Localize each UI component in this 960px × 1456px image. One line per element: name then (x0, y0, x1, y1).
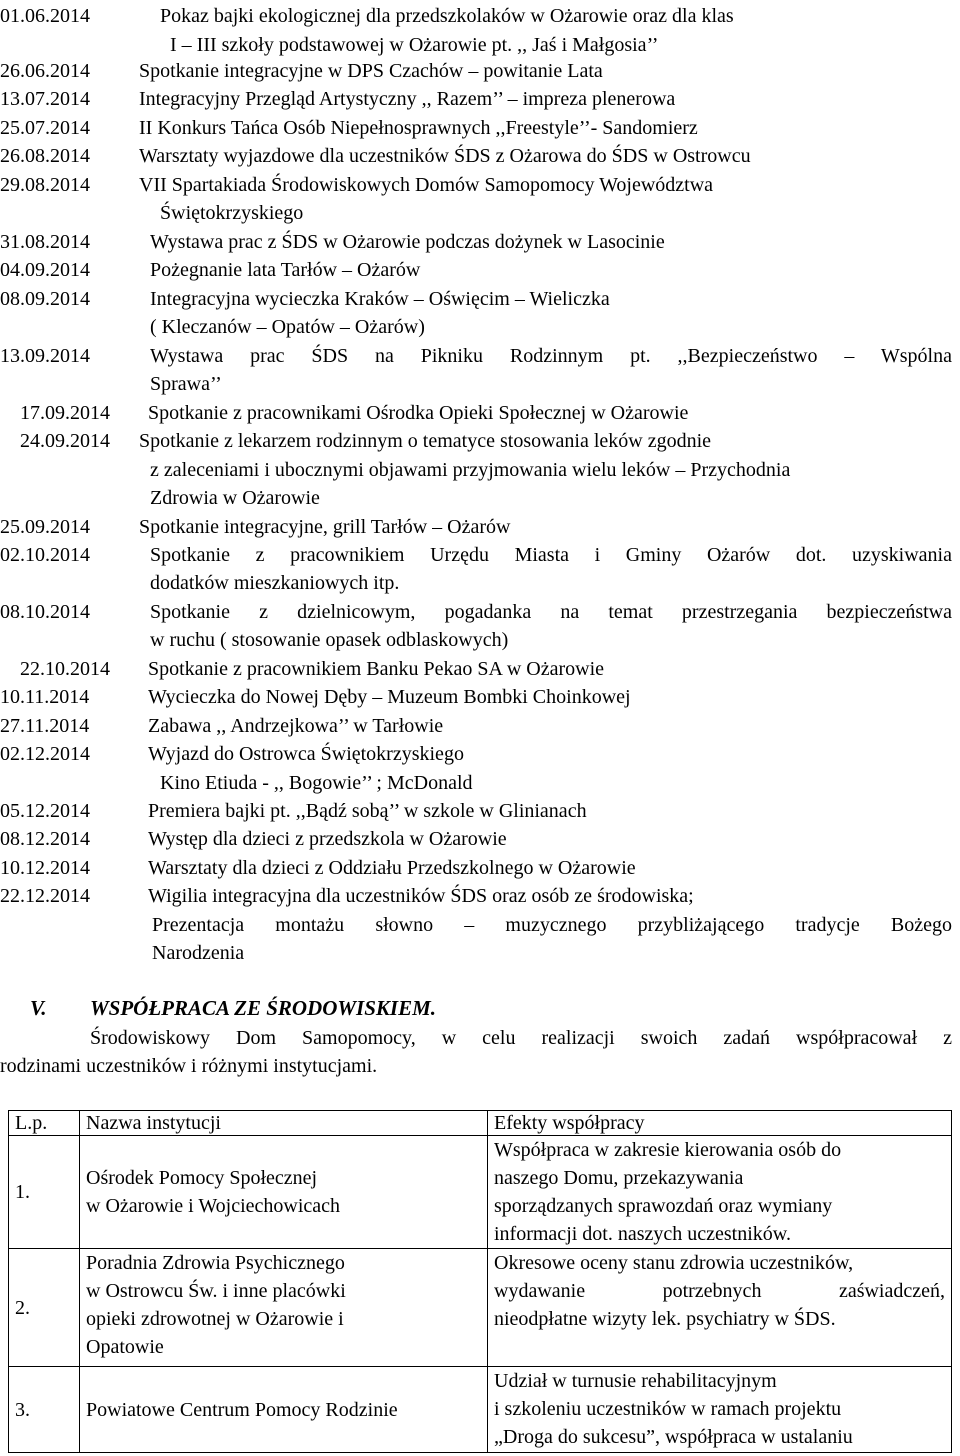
event-text: Premiera bajki pt. ,,Bądź sobą’’ w szkole w Glinianach (148, 800, 587, 822)
event-date: 13.07.2014 (0, 88, 90, 110)
effects-line: i szkoleniu uczestników w ramach projektu (494, 1398, 842, 1420)
event-date: 31.08.2014 (0, 231, 90, 253)
effects-line: wydawanie potrzebnych zaświadczeń, (494, 1280, 945, 1302)
event-text: Pokaz bajki ekologicznej dla przedszkolaków w Ożarowie oraz dla klas (160, 5, 734, 27)
event-text: Wystawa prac z ŚDS w Ożarowie podczas dożynek w Lasocinie (150, 231, 665, 253)
event-date: 05.12.2014 (0, 800, 90, 822)
institution-line: w Ożarowie i Wojciechowicach (86, 1195, 341, 1217)
table-row (9, 1136, 952, 1249)
event-text: Wystawa prac ŚDS na Pikniku Rodzinnym pt. ,,Bezpieczeństwo – Wspólna (150, 345, 952, 367)
event-date: 22.10.2014 (20, 658, 110, 680)
table-row (9, 1249, 952, 1367)
row-effects (488, 1136, 952, 1249)
event-text: Spotkanie z dzielnicowym, pogadanka na temat przestrzegania bezpieczeństwa (150, 601, 952, 623)
section-paragraph-line2: rodzinami uczestników i różnymi instytucjami. (0, 1055, 378, 1077)
event-text: z zaleceniami i ubocznymi objawami przyjmowania wielu leków – Przychodnia (150, 459, 791, 481)
event-text: VII Spartakiada Środowiskowych Domów Samopomocy Województwa (139, 174, 714, 196)
event-text: Narodzenia (152, 942, 245, 964)
section-paragraph-line1: Środowiskowy Dom Samopomocy, w celu realizacji swoich zadań współpracował z (90, 1027, 952, 1049)
event-date: 08.12.2014 (0, 828, 90, 850)
event-text: Kino Etiuda - ,, Bogowie’’ ; McDonald (160, 772, 473, 794)
event-text: ( Kleczanów – Opatów – Ożarów) (150, 316, 425, 338)
event-date: 08.09.2014 (0, 288, 90, 310)
event-text: Spotkanie z pracownikami Ośrodka Opieki Społecznej w Ożarowie (148, 402, 689, 424)
section-title: WSPÓŁPRACA ZE ŚRODOWISKIEM. (90, 996, 437, 1020)
row-lp: 3. (9, 1367, 80, 1453)
effects-line: sporządzanych sprawozdań oraz wymiany (494, 1195, 833, 1217)
effects-line: Okresowe oceny stanu zdrowia uczestników, (494, 1252, 854, 1274)
row-institution (80, 1367, 488, 1453)
event-date: 25.07.2014 (0, 117, 90, 139)
event-text: Spotkanie integracyjne w DPS Czachów – powitanie Lata (139, 60, 603, 82)
event-text: Zabawa ,, Andrzejkowa’’ w Tarłowie (148, 715, 444, 737)
effects-line: Współpraca w zakresie kierowania osób do (494, 1139, 842, 1161)
event-text: I – III szkoły podstawowej w Ożarowie pt. ,, Jaś i Małgosia’’ (170, 34, 659, 56)
event-date: 02.10.2014 (0, 544, 90, 566)
header-lp: L.p. (9, 1111, 80, 1136)
event-text: Sprawa’’ (150, 373, 222, 395)
event-text: Wycieczka do Nowej Dęby – Muzeum Bombki Choinkowej (148, 686, 631, 708)
event-text: Zdrowia w Ożarowie (150, 487, 320, 509)
event-date: 08.10.2014 (0, 601, 90, 623)
institution-line: Ośrodek Pomocy Społecznej (86, 1167, 318, 1189)
event-text: Wyjazd do Ostrowca Świętokrzyskiego (148, 743, 464, 765)
event-date: 26.06.2014 (0, 60, 90, 82)
event-date: 10.12.2014 (0, 857, 90, 879)
event-date: 22.12.2014 (0, 885, 90, 907)
event-date: 13.09.2014 (0, 345, 90, 367)
institution-line: opieki zdrowotnej w Ożarowie i (86, 1308, 344, 1330)
event-text: Świętokrzyskiego (160, 202, 304, 224)
event-date: 10.11.2014 (0, 686, 90, 708)
effects-line: informacji dot. naszych uczestników. (494, 1223, 791, 1245)
row-lp: 1. (9, 1136, 80, 1249)
row-effects (488, 1249, 952, 1367)
event-text: Integracyjny Przegląd Artystyczny ,, Razem’’ – impreza plenerowa (139, 88, 676, 110)
event-text: Spotkanie z pracownikiem Banku Pekao SA w Ożarowie (148, 658, 605, 680)
event-date: 04.09.2014 (0, 259, 90, 281)
event-text: Spotkanie z lekarzem rodzinnym o tematyce stosowania leków zgodnie (139, 430, 712, 452)
event-date: 25.09.2014 (0, 516, 90, 538)
event-text: Spotkanie integracyjne, grill Tarłów – Ożarów (139, 516, 511, 538)
row-institution (80, 1249, 488, 1367)
event-text: Prezentacja montażu słowno – muzycznego przybliżającego tradycje Bożego (152, 914, 952, 936)
effects-line: naszego Domu, przekazywania (494, 1167, 744, 1189)
event-date: 24.09.2014 (20, 430, 110, 452)
cooperation-table (8, 1110, 952, 1453)
event-text: Warsztaty dla dzieci z Oddziału Przedszkolnego w Ożarowie (148, 857, 636, 879)
row-institution (80, 1136, 488, 1249)
section-number: V. (30, 996, 47, 1020)
event-date: 02.12.2014 (0, 743, 90, 765)
table-header-row (9, 1111, 952, 1136)
event-text: w ruchu ( stosowanie opasek odblaskowych) (150, 629, 509, 651)
event-text: Wigilia integracyjna dla uczestników ŚDS oraz osób ze środowiska; (148, 885, 694, 907)
event-text: II Konkurs Tańca Osób Niepełnosprawnych ,,Freestyle’’- Sandomierz (139, 117, 698, 139)
event-date: 26.08.2014 (0, 145, 90, 167)
institution-line: Powiatowe Centrum Pomocy Rodzinie (86, 1398, 398, 1421)
header-institution: Nazwa instytucji (80, 1111, 488, 1136)
event-text: Warsztaty wyjazdowe dla uczestników ŚDS z Ożarowa do ŚDS w Ostrowcu (139, 145, 751, 167)
event-text: Spotkanie z pracownikiem Urzędu Miasta i Gminy Ożarów dot. uzyskiwania (150, 544, 952, 566)
institution-line: w Ostrowcu Św. i inne placówki (86, 1280, 346, 1302)
institution-line: Poradnia Zdrowia Psychicznego (86, 1252, 345, 1274)
header-effects: Efekty współpracy (488, 1111, 952, 1136)
event-date: 01.06.2014 (0, 5, 90, 27)
institution-line: Opatowie (86, 1336, 164, 1358)
event-date: 29.08.2014 (0, 174, 90, 196)
event-text: dodatków mieszkaniowych itp. (150, 572, 400, 594)
row-effects (488, 1367, 952, 1453)
event-text: Integracyjna wycieczka Kraków – Oświęcim – Wieliczka (150, 288, 610, 310)
effects-line: „Droga do sukcesu”, współpraca w ustalaniu (494, 1426, 853, 1448)
event-text: Występ dla dzieci z przedszkola w Ożarowie (148, 828, 507, 850)
table-row (9, 1367, 952, 1453)
row-lp: 2. (9, 1249, 80, 1367)
effects-line: Udział w turnusie rehabilitacyjnym (494, 1370, 777, 1392)
event-text: Pożegnanie lata Tarłów – Ożarów (150, 259, 421, 281)
event-date: 27.11.2014 (0, 715, 90, 737)
effects-line: nieodpłatne wizyty lek. psychiatry w ŚDS. (494, 1308, 836, 1330)
event-date: 17.09.2014 (20, 402, 110, 424)
section-heading (30, 996, 436, 1021)
